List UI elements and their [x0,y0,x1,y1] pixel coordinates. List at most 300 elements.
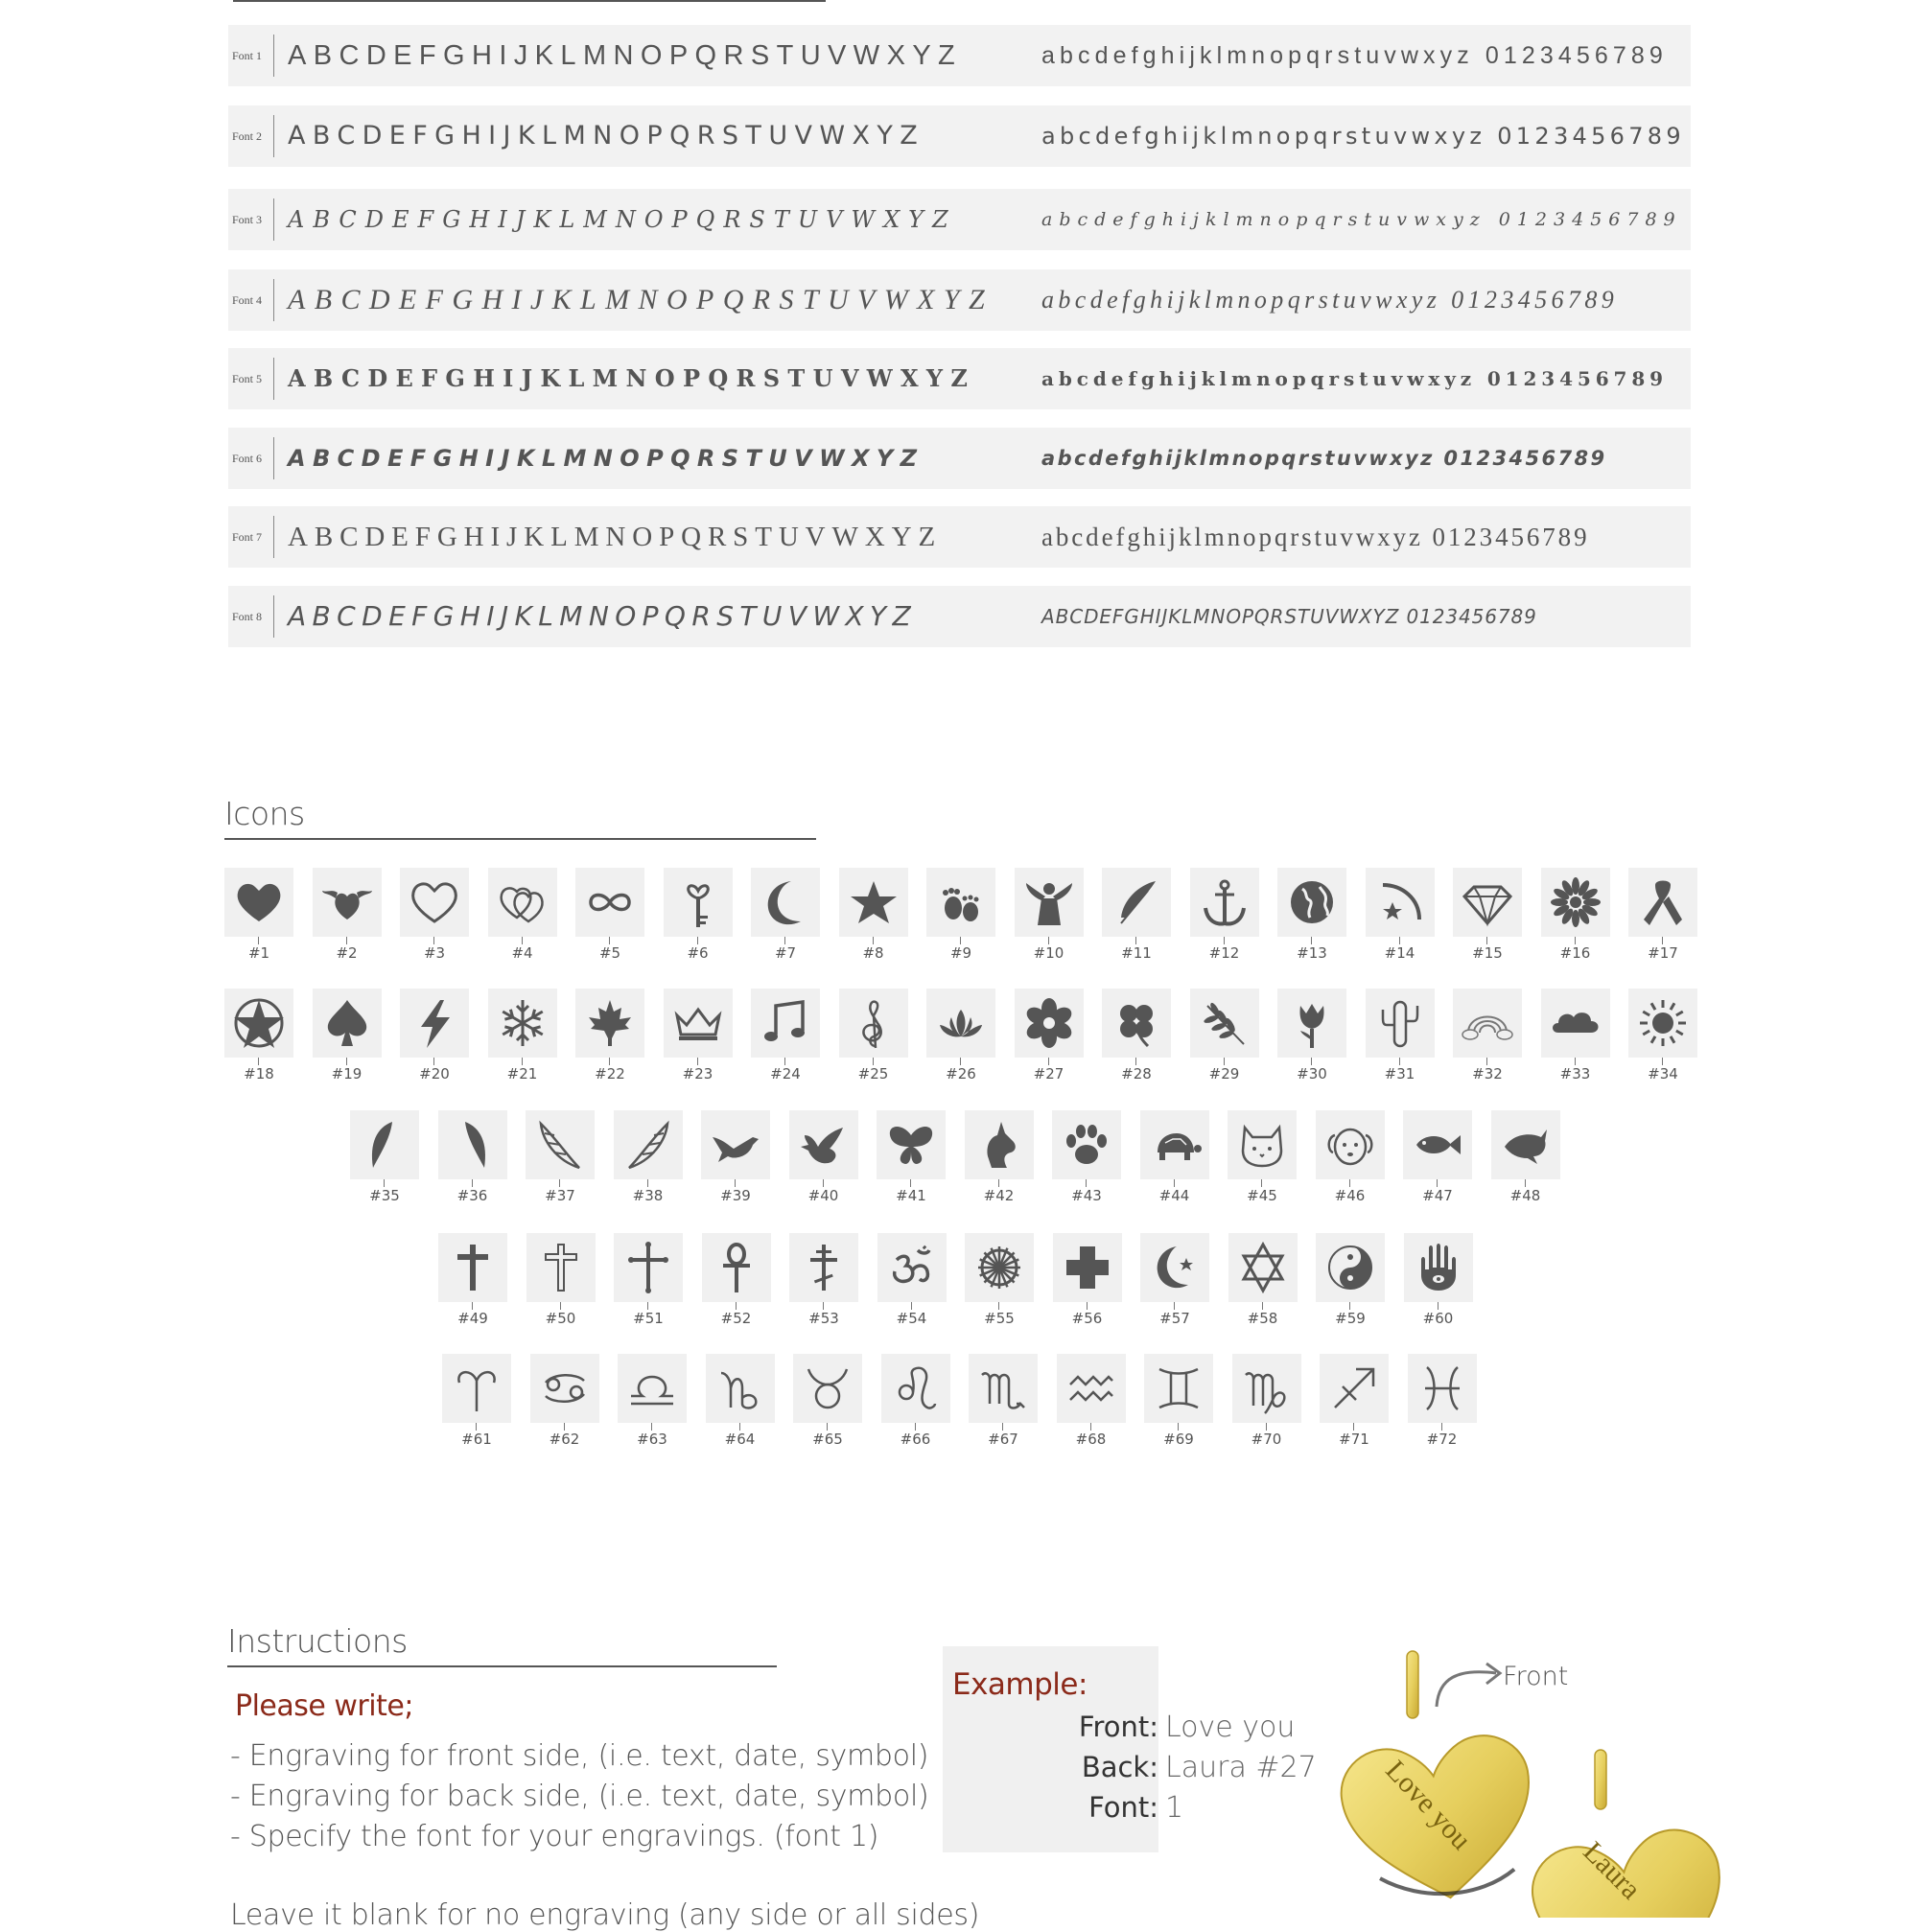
icon-number: #19 [331,1065,363,1082]
icon-option[interactable] [751,989,820,1084]
icon-number: #9 [949,944,972,962]
icon-option[interactable] [442,1354,511,1450]
icon-option[interactable] [706,1354,775,1450]
icon-option[interactable] [438,1233,507,1329]
icon-option[interactable] [400,868,469,964]
rainbow-icon [1453,989,1522,1058]
font-row-4 [228,269,1691,331]
icon-option[interactable] [702,1233,771,1329]
icon-pointer [1437,1179,1438,1187]
icon-pointer [647,1179,648,1187]
icon-option[interactable] [1491,1110,1560,1206]
cat-face-icon [1228,1110,1297,1179]
icon-number: #27 [1033,1065,1064,1082]
icon-option[interactable] [526,1110,595,1206]
cloud-icon [1541,989,1610,1058]
icon-option[interactable] [488,868,557,964]
font-row-2 [228,105,1691,167]
spade-icon [313,989,382,1058]
icon-pointer [522,937,523,944]
icon-pointer [258,937,259,944]
icon-number: #67 [988,1431,1018,1448]
icon-pointer [1002,1423,1003,1431]
divider [273,516,274,558]
feathered-wing-right-icon [614,1110,683,1179]
divider [273,279,274,321]
icon-pointer [998,1302,999,1310]
cross-outline-icon [526,1233,596,1302]
icon-number: #2 [336,944,358,962]
icon-number: #3 [423,944,446,962]
font-label: Font 8 [232,610,263,623]
icon-pointer [1048,1058,1049,1065]
icon-number: #41 [896,1187,926,1204]
icon-pointer [1048,937,1049,944]
icon-option[interactable] [1316,1233,1385,1329]
icon-number: #44 [1158,1187,1190,1204]
yin-yang-icon [1316,1233,1385,1302]
icon-pointer [1486,937,1487,944]
icon-pointer [433,937,434,944]
icon-option[interactable] [1320,1354,1389,1450]
icon-option[interactable] [1102,868,1171,964]
icon-number: #69 [1163,1431,1194,1448]
icon-option[interactable] [926,868,995,964]
icon-number: #37 [545,1187,575,1204]
icon-number: #58 [1247,1310,1278,1327]
icon-number: #30 [1297,1065,1327,1082]
font-label: Font 7 [232,530,263,544]
icon-number: #47 [1422,1187,1453,1204]
icon-pointer [998,1179,999,1187]
icon-pointer [1266,1423,1267,1431]
icon-option[interactable] [793,1354,862,1450]
icon-number: #72 [1426,1431,1458,1448]
example-font-key: Font: [1088,1791,1158,1824]
cactus-icon [1366,989,1435,1058]
icon-option[interactable] [1316,1110,1385,1206]
icon-option[interactable] [1277,989,1346,1084]
icon-number: #23 [682,1065,713,1082]
icon-pointer [1353,1423,1354,1431]
icon-option[interactable] [969,1354,1038,1450]
icon-option[interactable] [224,989,293,1084]
lowercase-sample: abcdefghijklmnopqrstuvwxyz 0123456789 [1041,209,1682,230]
star-of-david-icon [1228,1233,1298,1302]
icon-option[interactable] [1053,1233,1122,1329]
icons-title: Icons [224,795,305,832]
hamsa-icon [1404,1233,1473,1302]
circled-star-icon [224,989,293,1058]
icon-pointer [1399,1058,1400,1065]
icon-pointer [346,937,347,944]
font-row-3 [228,189,1691,250]
icon-number: #53 [808,1310,839,1327]
icon-pointer [873,937,874,944]
icon-option[interactable] [1052,1110,1121,1206]
uppercase-sample: ABCDEFGHIJKLMNOPQRSTUVWXYZ [288,364,976,392]
uppercase-sample: ABCDEFGHIJKLMNOPQRSTUVWXYZ [288,445,924,472]
fish-icon [1403,1110,1472,1179]
icon-number: #63 [637,1431,667,1448]
icon-option[interactable] [664,989,733,1084]
sagittarius-icon [1320,1354,1389,1423]
icon-number: #6 [687,944,709,962]
icon-option[interactable] [1541,989,1610,1084]
icon-number: #60 [1422,1310,1454,1327]
icon-option[interactable] [313,868,382,964]
maple-leaf-icon [575,989,644,1058]
daisy-icon [1015,989,1084,1058]
pendant-illustration [1323,1630,1726,1918]
icon-number: #24 [770,1065,801,1082]
icon-number: #52 [720,1310,752,1327]
icon-number: #64 [724,1431,756,1448]
icon-option[interactable] [400,989,469,1084]
icon-option[interactable] [789,1110,858,1206]
lowercase-sample: abcdefghijklmnopqrstuvwxyz 0123456789 [1041,447,1607,470]
icon-option[interactable] [1628,868,1697,964]
icon-pointer [1575,937,1576,944]
icon-option[interactable] [839,868,908,964]
font-row-1 [228,25,1691,86]
icon-pointer [1486,1058,1487,1065]
icon-option[interactable] [1366,868,1435,964]
icon-option[interactable] [575,868,644,964]
back-heart-pendant [1525,1816,1726,1918]
please-write-heading: Please write; [235,1689,413,1723]
top-rule [233,0,826,2]
icon-option[interactable] [664,868,733,964]
example-font-value: 1 [1165,1791,1184,1825]
capricorn-icon [706,1354,775,1423]
lowercase-sample: abcdefghijklmnopqrstuvwxyz 0123456789 [1041,523,1590,551]
instruction-font: - Specify the font for your engravings. (font 1) [230,1820,879,1853]
icon-number: #68 [1075,1431,1107,1448]
instruction-back: - Engraving for back side, (i.e. text, date, symbol) [230,1780,929,1813]
icon-option[interactable] [575,989,644,1084]
clover-icon [1102,989,1171,1058]
icon-pointer [915,1423,916,1431]
icon-number: #5 [598,944,621,962]
shooting-star-icon [1366,868,1435,937]
uppercase-sample: ABCDEFGHIJKLMNOPQRSTUVWXYZ [288,600,918,632]
icon-option[interactable] [1057,1354,1126,1450]
icon-option[interactable] [526,1233,596,1329]
icon-option[interactable] [751,868,820,964]
anchor-icon [1190,868,1259,937]
icon-option[interactable] [789,1233,858,1329]
icon-option[interactable] [614,1233,683,1329]
icon-pointer [827,1423,828,1431]
icon-pointer [1178,1423,1179,1431]
icon-number: #1 [247,944,270,962]
heart-outline-icon [400,868,469,937]
instruction-blank-note: Leave it blank for no engraving (any side or all sides) [230,1898,980,1932]
icon-option[interactable] [877,1110,946,1206]
icon-option[interactable] [614,1110,683,1206]
icon-option[interactable] [1015,989,1084,1084]
icon-option[interactable] [1015,868,1084,964]
front-arrow [1437,1672,1496,1707]
ankh-icon [702,1233,771,1302]
lowercase-sample: abcdefghijklmnopqrstuvwxyz 0123456789 [1041,286,1619,314]
icon-option[interactable] [1228,1233,1298,1329]
olive-branch-icon [1190,989,1259,1058]
icon-option[interactable] [1190,989,1259,1084]
font-label: Font 3 [232,213,263,226]
icon-option[interactable] [1404,1233,1473,1329]
icon-pointer [258,1058,259,1065]
dog-face-icon [1316,1110,1385,1179]
icon-pointer [1662,1058,1663,1065]
heart-icon [224,868,293,937]
icon-number: #28 [1121,1065,1152,1082]
mandala-flower-icon [1541,868,1610,937]
lowercase-sample: abcdefghijklmnopqrstuvwxyz 0123456789 [1041,123,1685,150]
aquarius-icon [1057,1354,1126,1423]
icon-number: #22 [595,1065,625,1082]
icon-pointer [1135,1058,1136,1065]
icon-pointer [560,1302,561,1310]
icon-number: #17 [1648,944,1678,962]
icon-number: #20 [419,1065,450,1082]
paw-icon [1052,1110,1121,1179]
lowercase-sample: abcdefghijklmnopqrstuvwxyz 0123456789 [1041,367,1668,390]
turtle-icon [1140,1110,1209,1179]
icon-option[interactable] [1408,1354,1477,1450]
crown-icon [664,989,733,1058]
icon-pointer [823,1302,824,1310]
icon-pointer [522,1058,523,1065]
icon-pointer [1087,1302,1088,1310]
icon-option[interactable] [926,989,995,1084]
globe-icon [1277,868,1346,937]
icon-pointer [1311,937,1312,944]
icon-option[interactable] [350,1110,419,1206]
icon-option[interactable] [1277,868,1346,964]
front-label: Front [1503,1662,1569,1691]
icon-pointer [735,1179,736,1187]
icon-number: #71 [1339,1431,1369,1448]
icon-option[interactable] [618,1354,687,1450]
example-back-value: Laura #27 [1165,1751,1317,1784]
virgo-icon [1232,1354,1301,1423]
icon-pointer [1525,1179,1526,1187]
icon-number: #46 [1334,1187,1366,1204]
diamond-icon [1453,868,1522,937]
icon-pointer [823,1179,824,1187]
font-label: Font 5 [232,372,263,385]
cross-icon [438,1233,507,1302]
icon-option[interactable] [224,868,293,964]
icon-number: #66 [900,1431,931,1448]
divider [273,198,274,241]
example-back-key: Back: [1081,1751,1158,1783]
divider [273,35,274,77]
wing-left-icon [350,1110,419,1179]
lowercase-sample: ABCDEFGHIJKLMNOPQRSTUVWXYZ 0123456789 [1041,605,1537,628]
font-label: Font 2 [232,129,263,143]
icon-number: #34 [1648,1065,1678,1082]
icon-pointer [784,1058,785,1065]
example-front-value: Love you [1165,1711,1296,1744]
icon-number: #45 [1247,1187,1277,1204]
icon-number: #13 [1297,944,1327,962]
aries-icon [442,1354,511,1423]
icon-pointer [1662,937,1663,944]
icon-option[interactable] [965,1110,1034,1206]
icon-number: #8 [862,944,884,962]
icon-option[interactable] [877,1233,947,1329]
uppercase-sample: ABCDEFGHIJKLMNOPQRSTUVWXYZ [288,121,925,151]
icon-pointer [736,1302,737,1310]
dharma-wheel-icon [965,1233,1034,1302]
uppercase-sample: ABCDEFGHIJKLMNOPQRSTUVWXYZ [288,40,963,71]
instruction-front: - Engraving for front side, (i.e. text, date, symbol) [230,1739,929,1773]
star-crescent-icon [1140,1233,1209,1302]
icon-pointer [1311,1058,1312,1065]
icon-option[interactable] [1140,1110,1209,1206]
icon-number: #54 [896,1310,927,1327]
icon-pointer [697,1058,698,1065]
icon-number: #49 [457,1310,488,1327]
icon-option[interactable] [1541,868,1610,964]
icon-number: #7 [774,944,797,962]
angel-icon [1015,868,1084,937]
icon-option[interactable] [1366,989,1435,1084]
icon-number: #70 [1251,1431,1282,1448]
ornate-cross-icon [614,1233,683,1302]
icon-option[interactable] [1453,868,1522,964]
icon-number: #57 [1159,1310,1190,1327]
icon-number: #55 [984,1310,1015,1327]
music-note-icon [751,989,820,1058]
divider [273,595,274,638]
icon-number: #33 [1559,1065,1591,1082]
icon-pointer [873,1058,874,1065]
icon-pointer [651,1423,652,1431]
icon-number: #39 [720,1187,751,1204]
icon-option[interactable] [881,1354,950,1450]
lowercase-sample: abcdefghijklmnopqrstuvwxyz 0123456789 [1041,42,1668,69]
icon-pointer [346,1058,347,1065]
pisces-icon [1408,1354,1477,1423]
icon-pointer [911,1302,912,1310]
icon-option[interactable] [1228,1110,1297,1206]
lightning-icon [400,989,469,1058]
double-heart-icon [488,868,557,937]
tulip-icon [1277,989,1346,1058]
taurus-icon [793,1354,862,1423]
icon-option[interactable] [1453,989,1522,1084]
icon-number: #40 [807,1187,839,1204]
font-label: Font 1 [232,49,263,62]
icon-pointer [1086,1179,1087,1187]
icon-number: #42 [983,1187,1015,1204]
icon-pointer [739,1423,740,1431]
icon-option[interactable] [530,1354,599,1450]
icon-option[interactable] [1628,989,1697,1084]
icon-pointer [960,937,961,944]
instructions-title: Instructions [227,1622,408,1660]
icon-number: #48 [1509,1187,1541,1204]
icon-pointer [1575,1058,1576,1065]
icon-number: #65 [812,1431,843,1448]
icon-pointer [384,1179,385,1187]
icon-option[interactable] [1102,989,1171,1084]
icon-option[interactable] [313,989,382,1084]
icon-pointer [1224,1058,1225,1065]
icon-option[interactable] [839,989,908,1084]
icon-pointer [472,1302,473,1310]
icon-number: #4 [511,944,533,962]
uppercase-sample: ABCDEFGHIJKLMNOPQRSTUVWXYZ [288,206,957,233]
wing-right-icon [438,1110,507,1179]
icon-option[interactable] [488,989,557,1084]
icon-pointer [476,1423,477,1431]
bird-icon [701,1110,770,1179]
icon-option[interactable] [1140,1233,1209,1329]
icon-number: #31 [1384,1065,1415,1082]
cancer-icon [530,1354,599,1423]
butterfly-icon [877,1110,946,1179]
example-box [943,1646,1158,1852]
icon-pointer [433,1058,434,1065]
unicorn-icon [965,1110,1034,1179]
icon-pointer [564,1423,565,1431]
scorpio-icon [969,1354,1038,1423]
feather-icon [1102,868,1171,937]
icon-pointer [609,1058,610,1065]
front-heart-pendant [1336,1730,1544,1911]
leo-icon [881,1354,950,1423]
icon-option[interactable] [701,1110,770,1206]
icon-number: #32 [1472,1065,1503,1082]
icons-rule [224,838,816,840]
divider [273,115,274,157]
icon-number: #43 [1071,1187,1102,1204]
example-front-key: Front: [1078,1711,1158,1743]
icon-number: #25 [857,1065,889,1082]
icon-pointer [697,937,698,944]
icon-pointer [1349,1179,1350,1187]
icon-pointer [1441,1423,1442,1431]
font-row-7 [228,506,1691,568]
icon-number: #21 [506,1065,538,1082]
icon-pointer [1090,1423,1091,1431]
icon-number: #16 [1559,944,1591,962]
icon-option[interactable] [1190,868,1259,964]
icon-pointer [609,937,610,944]
icon-option[interactable] [438,1110,507,1206]
ribbon-icon [1628,868,1697,937]
icon-pointer [559,1179,560,1187]
icon-pointer [1174,1302,1175,1310]
divider [273,437,274,479]
front-engraving: Love you [1379,1754,1478,1856]
icon-option[interactable] [1144,1354,1213,1450]
icon-number: #61 [461,1431,492,1448]
example-label: Example: [952,1667,1088,1702]
sun-icon [1628,989,1697,1058]
icon-option[interactable] [965,1233,1034,1329]
icon-pointer [784,937,785,944]
icon-option[interactable] [1232,1354,1301,1450]
icon-number: #29 [1208,1065,1240,1082]
icon-option[interactable] [1403,1110,1472,1206]
icon-number: #51 [633,1310,664,1327]
